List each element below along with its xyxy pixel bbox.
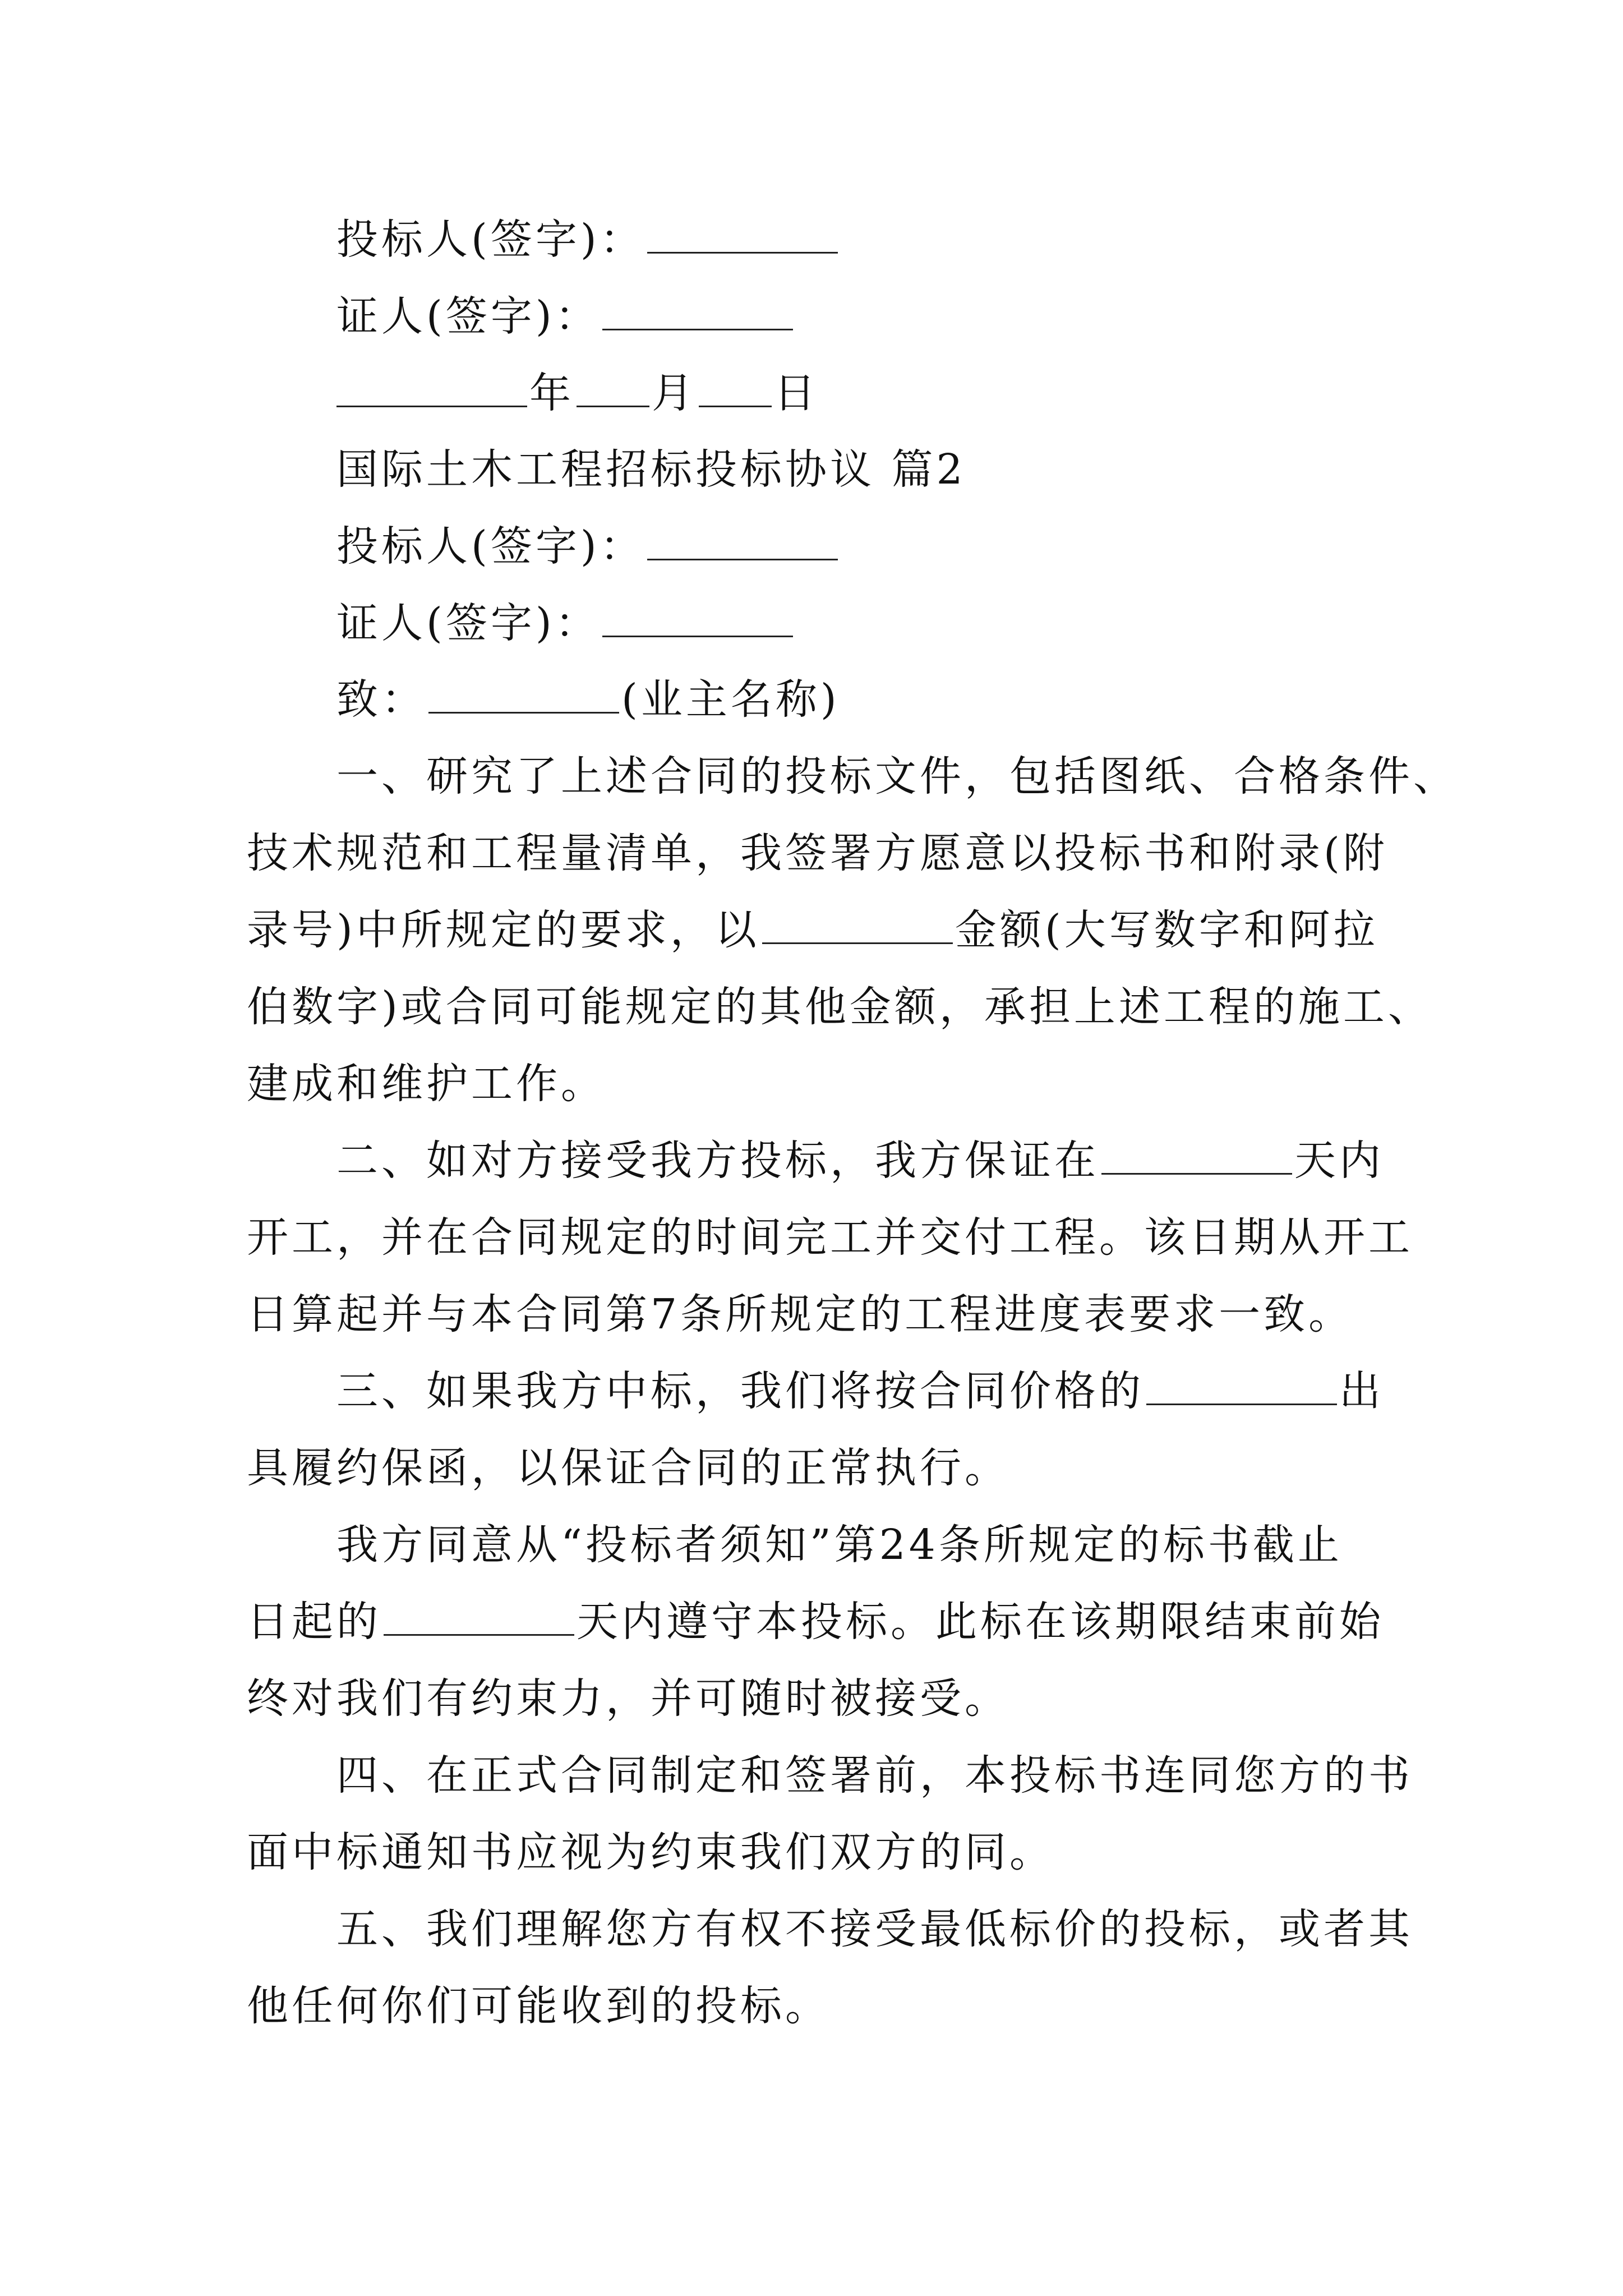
signature-blank (647, 526, 838, 560)
signature-blank (602, 296, 793, 330)
text-segment: 日起的 (247, 1598, 381, 1646)
witness-signature-line-1 (336, 292, 795, 341)
amount-blank (762, 910, 953, 944)
paragraph-line (336, 1367, 1492, 1415)
addressee-suffix: (业主名称) (621, 675, 840, 724)
paragraph-line: 具履约保函，以保证合同的正常执行。 (247, 1444, 1009, 1492)
paragraph-line (336, 1137, 1492, 1185)
text-segment: 金额(大写数字和阿拉 (955, 906, 1378, 954)
addressee-line (336, 675, 840, 724)
paragraph-line: 日算起并与本合同第7条所规定的工程进度表要求一致。 (247, 1290, 1354, 1338)
paragraph-line (247, 1598, 1402, 1646)
paragraph-line: 我方同意从“投标者须知”第24条所规定的标书截止 (336, 1521, 1343, 1569)
text-segment: 天内 (1294, 1137, 1384, 1185)
month-label: 月 (652, 369, 697, 417)
days-blank (384, 1602, 574, 1636)
bidder-signature-line-1 (336, 215, 840, 264)
paragraph-line: 五、我们理解您方有权不接受最低标价的投标，或者其 (336, 1905, 1413, 1953)
paragraph-line: 他任何你们可能收到的投标。 (247, 1982, 830, 2030)
text-segment: 三、如果我方中标，我们将按合同价格的 (336, 1367, 1144, 1415)
paragraph-line: 一、研究了上述合同的投标文件，包括图纸、合格条件、 (336, 752, 1458, 800)
signature-blank (602, 603, 793, 637)
year-blank (336, 373, 527, 407)
day-blank (699, 373, 772, 407)
paragraph-line: 开工，并在合同规定的时间完工并交付工程。该日期从开工 (247, 1213, 1413, 1262)
witness-signature-label: 证人(签字)： (336, 599, 600, 647)
date-line (336, 369, 819, 417)
bidder-signature-label: 投标人(签字)： (336, 522, 645, 570)
text-segment: 录号)中所规定的要求，以 (247, 906, 760, 954)
month-blank (577, 373, 649, 407)
paragraph-line: 建成和维护工作。 (247, 1060, 606, 1108)
section-title: 国际土木工程招标投标协议 篇2 (336, 445, 966, 494)
witness-signature-line-2 (336, 599, 795, 647)
days-blank (1101, 1140, 1292, 1175)
paragraph-line: 四、在正式合同制定和签署前，本投标书连同您方的书 (336, 1751, 1413, 1800)
owner-name-blank (428, 679, 619, 714)
paragraph-line: 技术规范和工程量清单，我签署方愿意以投标书和附录(附 (247, 829, 1388, 877)
day-label: 日 (774, 369, 819, 417)
text-segment: 天内遵守本投标。此标在该期限结束前始 (577, 1598, 1384, 1646)
bidder-signature-line-2 (336, 522, 840, 570)
bidder-signature-label: 投标人(签字)： (336, 215, 645, 264)
addressee-prefix: 致： (336, 675, 426, 724)
text-segment: 出 (1339, 1367, 1384, 1415)
paragraph-line: 终对我们有约束力，并可随时被接受。 (247, 1674, 1009, 1723)
paragraph-line (247, 906, 1402, 954)
year-label: 年 (529, 369, 574, 417)
text-segment: 二、如对方接受我方投标，我方保证在 (336, 1137, 1099, 1185)
paragraph-line: 面中标通知书应视为约束我们双方的同。 (247, 1828, 1054, 1876)
percentage-blank (1146, 1371, 1337, 1405)
signature-blank (647, 219, 838, 254)
witness-signature-label: 证人(签字)： (336, 292, 600, 341)
paragraph-line: 伯数字)或合同可能规定的其他金额，承担上述工程的施工、 (247, 983, 1433, 1031)
